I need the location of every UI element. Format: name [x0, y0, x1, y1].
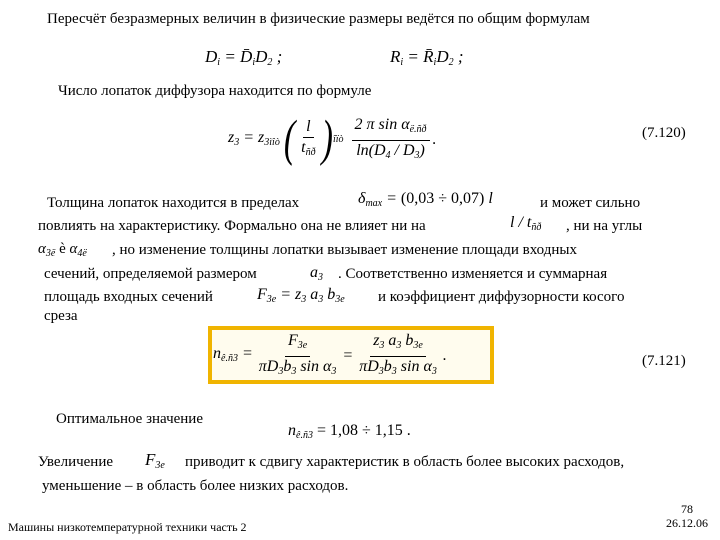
formula-r: $R_i$ = $R̄_iD_2$ ;: [390, 47, 464, 68]
footer-date: 26.12.06: [666, 516, 708, 530]
f3e-symbol: $F_{3e}$: [145, 450, 165, 471]
eq-number-7-120: (7.120): [642, 125, 686, 141]
increase-text: приводит к сдвигу характеристик в область более высоких расходов,: [185, 454, 625, 470]
optimal-formula: $n_{ê.ñ3} = 1,08 \div 1,15$ .: [288, 422, 411, 441]
para-line-4a: сечений, определяемой размером: [44, 266, 257, 282]
para-line-1b: и может сильно: [540, 195, 641, 211]
para-line-2b: , ни на углы: [566, 218, 643, 234]
page-number: 78: [681, 502, 693, 516]
para-line-5b: и коэффициент диффузорности косого: [378, 289, 625, 305]
f3e-formula: $F_{3e} = z_3$ $a_3$ $b_{3e}$: [257, 286, 345, 305]
heading: Пересчёт безразмерных величин в физические размеры ведётся по общим формулам: [47, 11, 590, 27]
a3-symbol: $a_3$: [310, 264, 323, 283]
para-line-6: среза: [44, 308, 78, 324]
footer-meta: [666, 502, 708, 530]
increase-label: Увеличение: [38, 454, 114, 470]
para-line-5a: площадь входных сечений: [44, 289, 213, 305]
para-line-3b: , но изменение толщины лопатки вызывает изменение площади входных: [112, 242, 577, 258]
optimal-label: Оптимальное значение: [56, 411, 203, 427]
eq-number-7-121: (7.121): [642, 353, 686, 369]
alpha-angles: $\alpha_{3ë}$ è $\alpha_{4ë}$: [38, 241, 87, 259]
footer-title: Машины низкотемпературной техники часть 2: [8, 520, 247, 534]
equation-7-121: $n_{ê.ñ3}$ = $\frac{F_{3e}}{\pi D_3b_3 \sin \alpha_3}$ = $\frac{z_3 a_3 b_{3e}}{\pi D_3b_3 \sin \alpha_3}$ .: [213, 331, 447, 377]
para-line-2a: повлиять на характеристику. Формально она не влияет ни на: [38, 218, 426, 234]
blades-line: Число лопаток диффузора находится по формуле: [58, 83, 372, 99]
equation-7-120: $z_3 = z_{3ìîò}$ ( $\frac{l}{t_{ñð}}$ ) îïò $\frac{2 \pi \sin \alpha_{ë.ñð}}{\ln(D_4 / D_3)}$ .: [228, 111, 437, 167]
decrease-text: уменьшение – в область более низких расходов.: [42, 478, 349, 494]
para-line-4b: . Соответственно изменяется и суммарная: [338, 266, 608, 282]
l-over-t-formula: l / $t_{ñð}$: [510, 214, 542, 233]
formula-d: $D_i$ = $D̄_iD_2$ ;: [205, 47, 283, 68]
delta-max-formula: $\delta_{max} = (0,03 \div 0,07)$ l: [358, 190, 493, 209]
para-line-1a: Толщина лопаток находится в пределах: [47, 195, 300, 211]
